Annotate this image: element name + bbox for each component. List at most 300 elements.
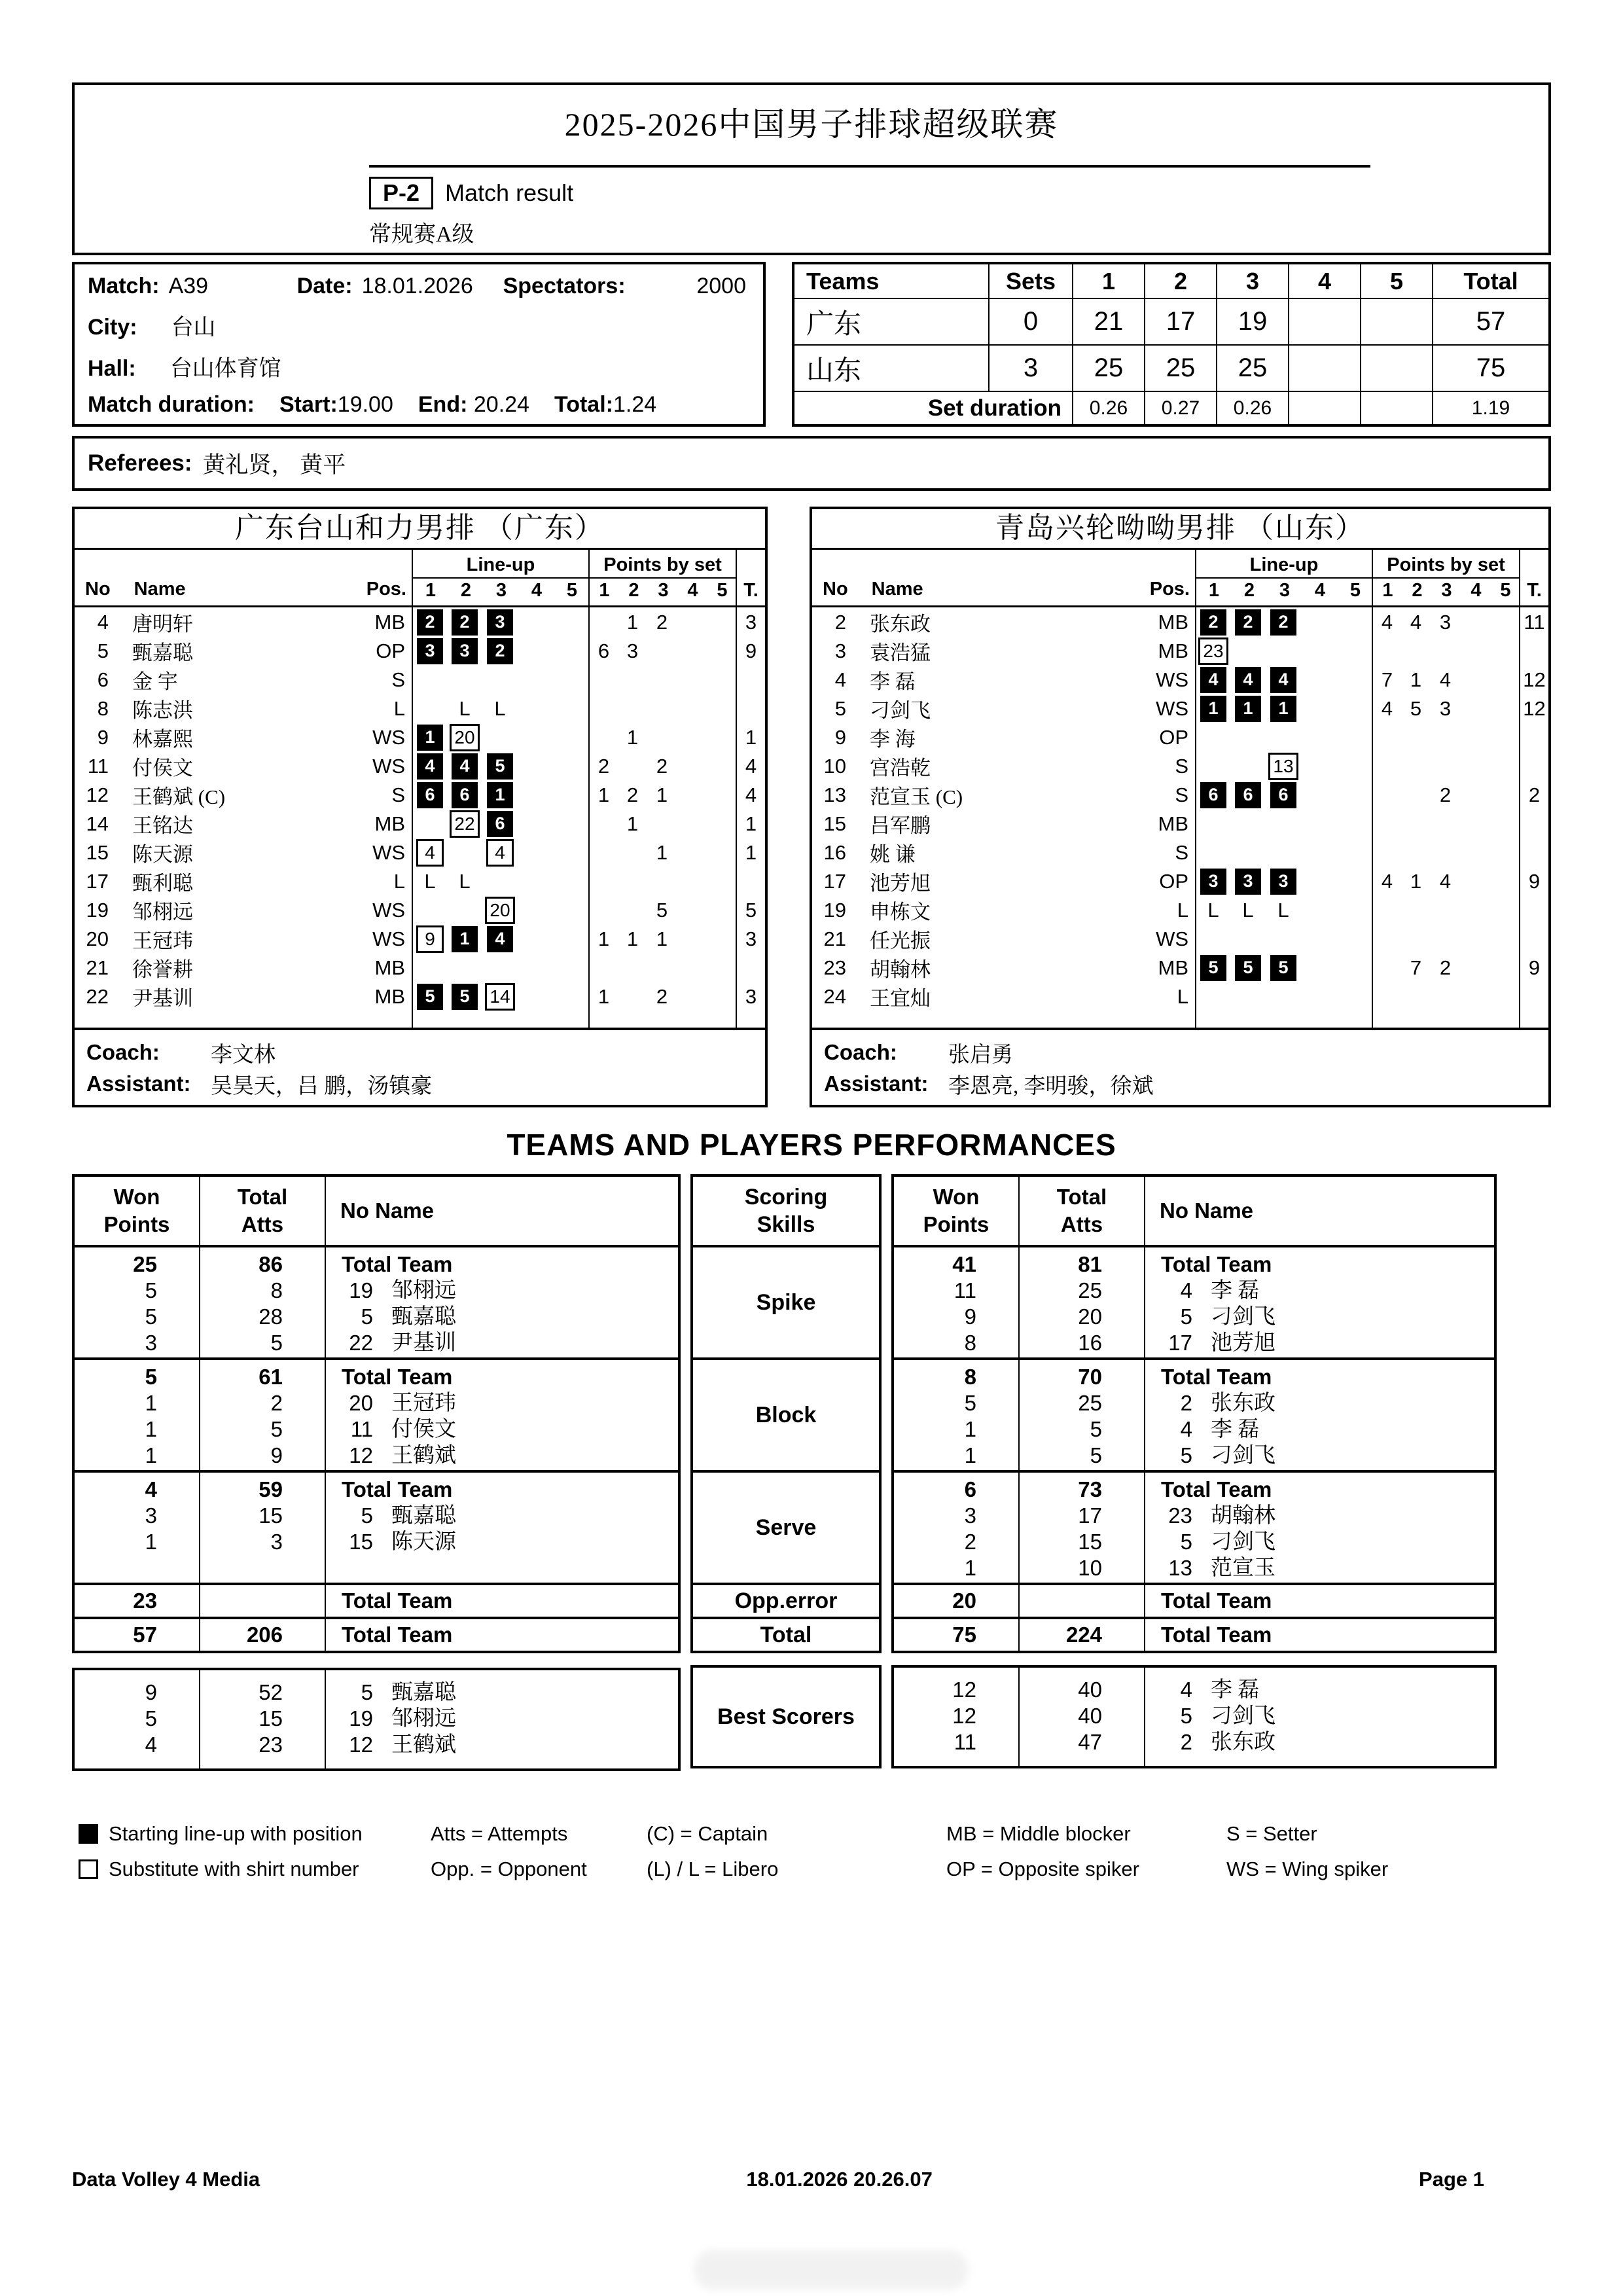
points-group-header [1372, 550, 1519, 605]
lineup-cell [518, 780, 553, 810]
won-points-header: Won Points [103, 1185, 170, 1236]
player-stat-row: 19 邹栩远 [349, 1706, 456, 1731]
player-name: 宫浩乾 [870, 757, 931, 780]
lineup-cell [412, 838, 447, 867]
team-rosters-row [72, 507, 1551, 1107]
total-atts-value: 20 [1078, 1304, 1102, 1329]
match-info-line-1 [88, 274, 750, 299]
won-points-header: Won Points [923, 1185, 990, 1236]
duration-pair: Match duration: [88, 391, 255, 417]
player-number: 21 [823, 927, 846, 950]
player-position: S [391, 668, 405, 691]
lineup-cell [518, 953, 553, 982]
best-scorers-right [891, 1665, 1497, 1768]
lineup-cell [447, 694, 482, 723]
points-set-numbers: 1 2 3 4 5 [599, 580, 728, 601]
lineup-cell [1230, 665, 1266, 694]
player-row [812, 953, 1548, 982]
points-cell [1460, 924, 1489, 954]
results-team-name: 广东 [794, 298, 988, 344]
lineup-cell [1195, 867, 1230, 896]
results-header-cell: Sets [988, 264, 1072, 298]
points-cell [677, 723, 706, 752]
lineup-cell [1301, 665, 1336, 694]
points-cell [1401, 809, 1431, 838]
footer-page-number: Page 1 [1419, 2168, 1484, 2191]
lineup-cell [553, 723, 588, 752]
won-points-value: 1 [964, 1556, 976, 1580]
player-row [812, 809, 1548, 838]
points-cell [1489, 780, 1519, 810]
lineup-cell [553, 665, 588, 694]
points-cell: 1 [626, 812, 639, 835]
lineup-cell [1336, 924, 1372, 954]
footer-timestamp: 18.01.2026 20.26.07 [746, 2168, 933, 2191]
spike-section [891, 1245, 1497, 1360]
player-number: 5 [834, 696, 846, 720]
lineup-cell [518, 665, 553, 694]
points-cell [618, 867, 647, 896]
total-column-label: T. [736, 550, 765, 605]
points-cell [1372, 780, 1401, 810]
lineup-cell [412, 636, 447, 666]
player-position: MB [1158, 639, 1188, 662]
player-position: MB [374, 812, 405, 835]
best-scorers-label: Best Scorers [690, 1665, 882, 1768]
libero-mark: L [424, 869, 436, 893]
player-number: 17 [823, 869, 846, 893]
won-points-value: 3 [145, 1331, 157, 1355]
player-stat-row: 15 陈天源 [349, 1530, 456, 1554]
starting-position-box: 3 [1235, 869, 1261, 895]
block-section [72, 1357, 681, 1473]
results-team-name: 山东 [794, 344, 988, 391]
points-cell [1401, 723, 1431, 752]
player-name: 李 磊 [870, 670, 916, 693]
points-total-cell [1519, 895, 1548, 925]
won-points-value: 9 [145, 1680, 157, 1704]
lineup-cell [482, 953, 518, 982]
lineup-cell [1301, 895, 1336, 925]
lineup-cell [1195, 838, 1230, 867]
player-name: 陈志洪 [132, 699, 193, 722]
lineup-cell [482, 867, 518, 896]
won-points-value: 12 [952, 1704, 976, 1728]
results-header-cell: 5 [1360, 264, 1432, 298]
total-atts-value: 23 [259, 1732, 283, 1757]
player-row [812, 665, 1548, 694]
coach-name: 李文林 [211, 1043, 276, 1067]
player-number: 9 [834, 725, 846, 749]
lineup-cell [447, 665, 482, 694]
points-cell [588, 607, 618, 637]
player-row [812, 780, 1548, 809]
won-points-value: 25 [133, 1252, 157, 1276]
player-stat-row: 4 李 磊 [1180, 1417, 1260, 1441]
total-atts-value: 5 [1090, 1417, 1102, 1441]
lineup-cell [1230, 694, 1266, 723]
lineup-cell [1266, 838, 1301, 867]
lineup-cell [412, 982, 447, 1011]
player-stat-row: 20 王冠玮 [349, 1391, 456, 1415]
player-number: 14 [86, 812, 109, 835]
lineup-cell [518, 867, 553, 896]
starting-position-box: 1 [1235, 696, 1261, 722]
lineup-cell [447, 607, 482, 637]
player-row [75, 607, 765, 636]
lineup-cell [518, 607, 553, 637]
points-cell [1489, 809, 1519, 838]
points-cell [1401, 751, 1431, 781]
player-position: S [1175, 840, 1188, 864]
lineup-cell [412, 924, 447, 954]
assistant-names: 李恩亮, 李明骏，徐斌 [948, 1074, 1154, 1098]
points-cell [1460, 895, 1489, 925]
starting-position-box: 4 [487, 926, 513, 952]
legend-item: MB = Middle blocker [946, 1822, 1131, 1845]
total-atts-value [200, 1588, 325, 1614]
player-stat-row: 5 刁剑飞 [1180, 1530, 1275, 1554]
spectators-label: Spectators: [503, 274, 626, 298]
points-cell [1431, 636, 1460, 666]
results-set-score: 25 [1216, 344, 1288, 391]
results-set-score: 25 [1144, 344, 1216, 391]
points-cell: 2 [656, 610, 668, 634]
lineup-cell [1230, 636, 1266, 666]
points-cell: 1 [1410, 668, 1422, 691]
lineup-cell [553, 867, 588, 896]
legend-item: Atts = Attempts [431, 1822, 568, 1845]
points-cell [1372, 636, 1401, 666]
player-row [75, 665, 765, 694]
skill-label-block: Block [690, 1357, 882, 1473]
player-stat-row: 5 甄嘉聪 [361, 1680, 456, 1704]
assistant-row [86, 1068, 753, 1100]
player-row [75, 723, 765, 751]
points-total-cell: 3 [736, 982, 765, 1011]
performance-left-team [72, 1174, 681, 1653]
player-stat-row: 5 甄嘉聪 [361, 1503, 456, 1528]
total-atts-value: 8 [270, 1278, 283, 1302]
player-position: WS [372, 840, 405, 864]
starting-position-box: 6 [417, 782, 443, 808]
won-points-value: 1 [145, 1417, 157, 1441]
substitute-shirt-box: 13 [1268, 753, 1298, 780]
points-cell [706, 723, 736, 752]
total-atts-value: 2 [270, 1391, 283, 1415]
lineup-cell [412, 809, 447, 838]
won-points-value: 3 [964, 1503, 976, 1528]
won-points-value: 5 [145, 1706, 157, 1731]
total-section [72, 1617, 681, 1653]
starting-position-box: 6 [452, 782, 478, 808]
league-title: 2025-2026中国男子排球超级联赛 [564, 106, 1059, 143]
points-cell [647, 665, 677, 694]
player-row [75, 694, 765, 723]
player-name: 胡翰林 [870, 958, 931, 981]
player-name: 王宜灿 [870, 987, 931, 1010]
skill-label-total: Total [690, 1617, 882, 1653]
results-sets-won: 0 [988, 298, 1072, 344]
player-name: 李 海 [870, 728, 916, 751]
won-points-value: 2 [964, 1530, 976, 1554]
city-label: City: [88, 314, 137, 340]
scoring-skills-header: Scoring Skills [690, 1174, 882, 1247]
player-name: 王铭达 [132, 814, 193, 837]
team-title: 青岛兴轮呦呦男排 （山东） [812, 509, 1548, 550]
starting-position-box: 3 [417, 638, 443, 664]
assistant-row [824, 1068, 1537, 1100]
referees-names: 黄礼贤， 黄平 [202, 452, 346, 478]
no-name-header: No Name [340, 1198, 435, 1223]
points-cell [1372, 924, 1401, 954]
lineup-cell [518, 723, 553, 752]
points-cell [677, 867, 706, 896]
lineup-cell [1266, 665, 1301, 694]
points-cell [1460, 751, 1489, 781]
points-cell [588, 838, 618, 867]
lineup-cell [1266, 636, 1301, 666]
points-cell: 4 [1410, 610, 1422, 634]
points-cell [677, 665, 706, 694]
player-stat-row: 19 邹栩远 [349, 1278, 456, 1302]
points-cell [677, 636, 706, 666]
player-number: 10 [823, 754, 846, 778]
player-row [75, 895, 765, 924]
points-cell [1489, 924, 1519, 954]
player-position: WS [1156, 668, 1188, 691]
player-row [812, 636, 1548, 665]
lineup-cell [1230, 924, 1266, 954]
lineup-cell [1266, 953, 1301, 982]
stage-subtitle: 常规赛A级 [369, 223, 474, 247]
lineup-cell [1266, 867, 1301, 896]
total-atts-value: 3 [270, 1530, 283, 1554]
starting-position-box: 6 [487, 811, 513, 837]
total-atts-value: 70 [1078, 1365, 1102, 1389]
lineup-cell [553, 924, 588, 954]
player-number: 16 [823, 840, 846, 864]
player-row [75, 838, 765, 867]
starting-position-box: 6 [1270, 782, 1296, 808]
lineup-cell [1336, 895, 1372, 925]
lineup-set-numbers: 1 2 3 4 5 [1208, 580, 1361, 601]
lineup-cell [553, 607, 588, 637]
points-total-cell [736, 867, 765, 896]
points-cell: 2 [656, 754, 668, 778]
opponent-error-section [891, 1583, 1497, 1619]
lineup-cell [1301, 809, 1336, 838]
points-total-cell: 9 [1519, 867, 1548, 896]
referees-label: Referees: [88, 450, 192, 476]
total-atts-value: 17 [1078, 1503, 1102, 1528]
results-table [792, 262, 1551, 427]
points-cell: 2 [588, 751, 618, 781]
starting-position-box: 1 [417, 725, 443, 751]
points-total-cell: 9 [1519, 953, 1548, 982]
points-cell: 5 [1410, 696, 1422, 720]
points-cell [1489, 867, 1519, 896]
starting-position-box: 1 [487, 782, 513, 808]
lineup-set-numbers: 1 2 3 4 5 [425, 580, 578, 601]
points-cell [1460, 809, 1489, 838]
lineup-cell [553, 895, 588, 925]
lineup-cell [1336, 809, 1372, 838]
skill-label-spike: Spike [690, 1245, 882, 1360]
lineup-cell [1301, 838, 1336, 867]
team-total-row: Total Team [1161, 1252, 1272, 1276]
points-cell: 1 [588, 924, 618, 954]
match-info-line-4 [88, 392, 750, 418]
lineup-cell [412, 694, 447, 723]
lineup-cell [518, 809, 553, 838]
lineup-cell [1266, 982, 1301, 1011]
lineup-cell [482, 636, 518, 666]
total-atts-value: 59 [259, 1477, 283, 1501]
points-total-cell: 4 [736, 780, 765, 810]
libero-mark: L [494, 696, 506, 720]
won-points-value: 8 [964, 1365, 976, 1389]
points-cell [618, 694, 647, 723]
lineup-cell [518, 982, 553, 1011]
player-number: 19 [86, 898, 109, 922]
lineup-cell [1336, 751, 1372, 781]
lineup-cell [1301, 953, 1336, 982]
total-atts-value: 40 [1078, 1677, 1102, 1702]
results-total-points: 75 [1432, 344, 1548, 391]
points-cell [1489, 723, 1519, 752]
player-name: 吕军鹏 [870, 814, 931, 837]
lineup-cell [447, 895, 482, 925]
team-total-row: Total Team [342, 1588, 453, 1613]
lineup-cell [553, 982, 588, 1011]
player-number: 13 [823, 783, 846, 806]
points-cell [677, 895, 706, 925]
lineup-cell [447, 838, 482, 867]
won-points-value: 75 [952, 1623, 976, 1647]
roster-filler-row [75, 1011, 765, 1028]
substitute-shirt-box: 20 [485, 897, 514, 924]
legend-item: S = Setter [1226, 1822, 1317, 1845]
lineup-cell [553, 751, 588, 781]
lineup-cell [553, 694, 588, 723]
total-atts-value: 52 [259, 1680, 283, 1704]
points-total-cell [1519, 723, 1548, 752]
match-info-line-2 [88, 309, 750, 341]
player-position: MB [374, 956, 405, 979]
points-total-cell [1519, 924, 1548, 954]
points-cell: 3 [626, 639, 639, 662]
points-cell [1489, 953, 1519, 982]
points-total-cell [1519, 636, 1548, 666]
lineup-cell [447, 982, 482, 1011]
lineup-label: Line-up [1196, 550, 1372, 579]
won-points-value: 5 [145, 1365, 157, 1389]
player-row [812, 751, 1548, 780]
player-position: WS [372, 754, 405, 778]
points-cell [706, 924, 736, 954]
total-atts-value: 15 [1078, 1530, 1102, 1554]
serve-section [72, 1470, 681, 1585]
lineup-cell [1230, 982, 1266, 1011]
lineup-cell [1336, 723, 1372, 752]
lineup-cell [412, 867, 447, 896]
player-stat-row: 12 王鹤斌 [349, 1443, 456, 1467]
substitute-shirt-box: 22 [450, 810, 479, 838]
lineup-cell [482, 751, 518, 781]
lineup-cell [1266, 924, 1301, 954]
points-cell [1372, 895, 1401, 925]
won-points-value: 57 [133, 1623, 157, 1647]
points-cell [677, 751, 706, 781]
total-atts-value: 47 [1078, 1730, 1102, 1754]
lineup-cell [412, 665, 447, 694]
points-total-cell: 9 [736, 636, 765, 666]
points-cell [1489, 982, 1519, 1011]
lineup-cell [1301, 751, 1336, 781]
player-name: 甄嘉聪 [132, 641, 193, 664]
report-code-row [369, 177, 1548, 209]
lineup-cell [1195, 607, 1230, 637]
lineup-cell [482, 924, 518, 954]
player-stat-row: 5 甄嘉聪 [361, 1304, 456, 1329]
won-points-value: 1 [145, 1391, 157, 1415]
points-cell [1489, 607, 1519, 637]
performance-header [891, 1174, 1497, 1247]
points-cell [1460, 953, 1489, 982]
points-cell: 2 [1439, 783, 1452, 806]
results-set-score [1360, 344, 1432, 391]
set-duration-label: Set duration [794, 391, 1072, 424]
points-cell [706, 867, 736, 896]
points-cell [1460, 982, 1489, 1011]
points-cell: 4 [1372, 867, 1401, 896]
points-by-set-label: Points by set [1373, 550, 1519, 579]
total-atts-value: 206 [246, 1623, 283, 1647]
results-set-score [1288, 344, 1360, 391]
points-cell [706, 694, 736, 723]
total-atts-value: 10 [1078, 1556, 1102, 1580]
lineup-cell [482, 982, 518, 1011]
total-atts-header: Total Atts [1056, 1185, 1107, 1236]
lineup-cell [1230, 953, 1266, 982]
won-points-value: 20 [952, 1588, 976, 1613]
player-number: 4 [834, 668, 846, 691]
points-total-cell [736, 953, 765, 982]
lineup-cell [1195, 780, 1230, 810]
player-position: MB [1158, 812, 1188, 835]
total-column-label: T. [1519, 550, 1548, 605]
results-header-cell: Teams [806, 267, 880, 295]
player-row [75, 780, 765, 809]
points-cell [1460, 838, 1489, 867]
best-scorers-grid [72, 1668, 1623, 1771]
points-cell [1401, 838, 1431, 867]
player-name: 付侯文 [132, 757, 193, 780]
starting-lineup-swatch [79, 1824, 98, 1844]
lineup-cell [447, 809, 482, 838]
player-row [75, 953, 765, 982]
performances-grid [72, 1174, 1623, 1653]
pos-column-label: Pos. [366, 579, 406, 600]
player-number: 22 [86, 984, 109, 1008]
points-cell [677, 694, 706, 723]
points-cell: 2 [656, 984, 668, 1008]
lineup-cell [447, 953, 482, 982]
player-position: MB [374, 984, 405, 1008]
team-total-row: Total Team [1161, 1365, 1272, 1389]
lineup-cell [1266, 895, 1301, 925]
